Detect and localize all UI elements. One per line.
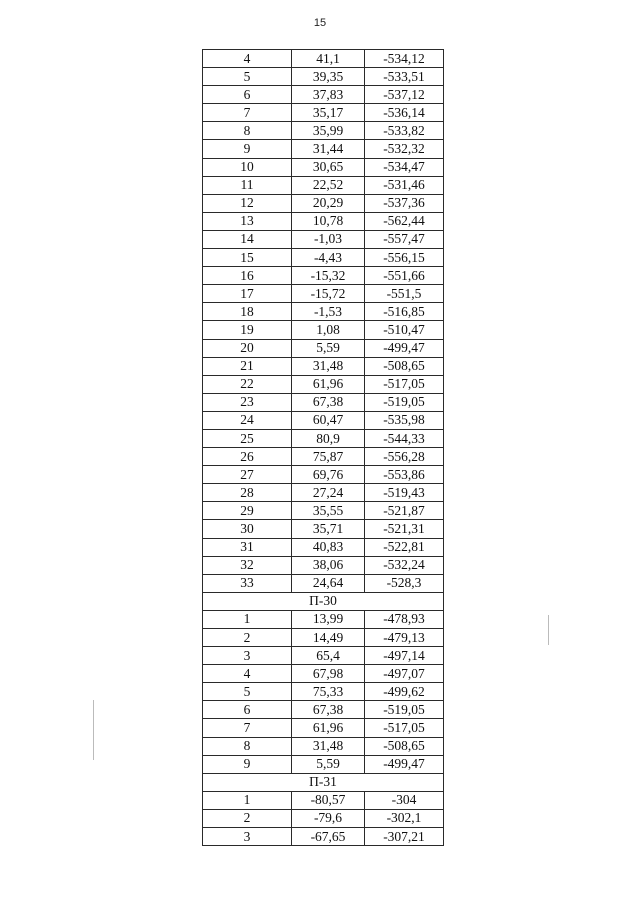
section-title: П-31 <box>203 773 444 791</box>
point-number-cell: 15 <box>203 249 292 267</box>
table-row <box>203 411 444 429</box>
table-row <box>203 502 444 520</box>
table-row <box>203 339 444 357</box>
point-number-cell: 4 <box>203 50 292 68</box>
y-coordinate-cell: -499,47 <box>365 755 444 773</box>
table-row <box>203 104 444 122</box>
x-coordinate-cell: 5,59 <box>292 755 365 773</box>
y-coordinate-cell: -533,51 <box>365 68 444 86</box>
y-coordinate-cell: -307,21 <box>365 828 444 846</box>
x-coordinate-cell: 80,9 <box>292 429 365 447</box>
y-coordinate-cell: -537,36 <box>365 194 444 212</box>
x-coordinate-cell: 20,29 <box>292 194 365 212</box>
point-number-cell: 31 <box>203 538 292 556</box>
y-coordinate-cell: -517,05 <box>365 375 444 393</box>
y-coordinate-cell: -521,31 <box>365 520 444 538</box>
x-coordinate-cell: 35,99 <box>292 122 365 140</box>
x-coordinate-cell: -15,32 <box>292 267 365 285</box>
x-coordinate-cell: 13,99 <box>292 610 365 628</box>
point-number-cell: 8 <box>203 122 292 140</box>
x-coordinate-cell: 61,96 <box>292 375 365 393</box>
section-title: П-30 <box>203 592 444 610</box>
x-coordinate-cell: 30,65 <box>292 158 365 176</box>
table-row <box>203 574 444 592</box>
x-coordinate-cell: 10,78 <box>292 212 365 230</box>
table-row <box>203 466 444 484</box>
table-row <box>203 701 444 719</box>
table-row <box>203 429 444 447</box>
section-header-row <box>203 592 444 610</box>
y-coordinate-cell: -557,47 <box>365 230 444 248</box>
y-coordinate-cell: -551,66 <box>365 267 444 285</box>
y-coordinate-cell: -497,07 <box>365 665 444 683</box>
table-row <box>203 629 444 647</box>
y-coordinate-cell: -519,05 <box>365 393 444 411</box>
point-number-cell: 27 <box>203 466 292 484</box>
table-row <box>203 610 444 628</box>
y-coordinate-cell: -499,62 <box>365 683 444 701</box>
y-coordinate-cell: -497,14 <box>365 647 444 665</box>
x-coordinate-cell: -15,72 <box>292 285 365 303</box>
y-coordinate-cell: -533,82 <box>365 122 444 140</box>
table-row <box>203 484 444 502</box>
x-coordinate-cell: 14,49 <box>292 629 365 647</box>
y-coordinate-cell: -302,1 <box>365 809 444 827</box>
table-row <box>203 737 444 755</box>
x-coordinate-cell: 31,48 <box>292 357 365 375</box>
y-coordinate-cell: -562,44 <box>365 212 444 230</box>
point-number-cell: 28 <box>203 484 292 502</box>
point-number-cell: 3 <box>203 647 292 665</box>
x-coordinate-cell: -1,53 <box>292 303 365 321</box>
table-row <box>203 230 444 248</box>
point-number-cell: 4 <box>203 665 292 683</box>
x-coordinate-cell: 35,55 <box>292 502 365 520</box>
point-number-cell: 29 <box>203 502 292 520</box>
coordinates-table-body <box>203 50 444 846</box>
point-number-cell: 19 <box>203 321 292 339</box>
point-number-cell: 1 <box>203 610 292 628</box>
y-coordinate-cell: -522,81 <box>365 538 444 556</box>
table-row <box>203 122 444 140</box>
x-coordinate-cell: 35,71 <box>292 520 365 538</box>
y-coordinate-cell: -556,28 <box>365 448 444 466</box>
table-row <box>203 791 444 809</box>
y-coordinate-cell: -537,12 <box>365 86 444 104</box>
point-number-cell: 17 <box>203 285 292 303</box>
point-number-cell: 14 <box>203 230 292 248</box>
y-coordinate-cell: -478,93 <box>365 610 444 628</box>
table-row <box>203 556 444 574</box>
y-coordinate-cell: -551,5 <box>365 285 444 303</box>
point-number-cell: 7 <box>203 104 292 122</box>
point-number-cell: 10 <box>203 158 292 176</box>
table-row <box>203 828 444 846</box>
x-coordinate-cell: 61,96 <box>292 719 365 737</box>
point-number-cell: 30 <box>203 520 292 538</box>
table-row <box>203 321 444 339</box>
y-coordinate-cell: -556,15 <box>365 249 444 267</box>
table-row <box>203 683 444 701</box>
x-coordinate-cell: 24,64 <box>292 574 365 592</box>
x-coordinate-cell: 65,4 <box>292 647 365 665</box>
x-coordinate-cell: 75,87 <box>292 448 365 466</box>
y-coordinate-cell: -532,32 <box>365 140 444 158</box>
table-row <box>203 755 444 773</box>
section-header-row <box>203 773 444 791</box>
y-coordinate-cell: -544,33 <box>365 429 444 447</box>
x-coordinate-cell: -67,65 <box>292 828 365 846</box>
coordinates-table <box>202 49 444 846</box>
y-coordinate-cell: -519,05 <box>365 701 444 719</box>
y-coordinate-cell: -516,85 <box>365 303 444 321</box>
y-coordinate-cell: -531,46 <box>365 176 444 194</box>
table-row <box>203 375 444 393</box>
point-number-cell: 33 <box>203 574 292 592</box>
x-coordinate-cell: 38,06 <box>292 556 365 574</box>
point-number-cell: 22 <box>203 375 292 393</box>
point-number-cell: 8 <box>203 737 292 755</box>
x-coordinate-cell: 69,76 <box>292 466 365 484</box>
page-number: 15 <box>313 17 327 29</box>
x-coordinate-cell: 67,38 <box>292 701 365 719</box>
point-number-cell: 20 <box>203 339 292 357</box>
x-coordinate-cell: 5,59 <box>292 339 365 357</box>
y-coordinate-cell: -534,47 <box>365 158 444 176</box>
x-coordinate-cell: -79,6 <box>292 809 365 827</box>
x-coordinate-cell: 67,38 <box>292 393 365 411</box>
point-number-cell: 25 <box>203 429 292 447</box>
point-number-cell: 12 <box>203 194 292 212</box>
table-row <box>203 393 444 411</box>
y-coordinate-cell: -479,13 <box>365 629 444 647</box>
y-coordinate-cell: -304 <box>365 791 444 809</box>
point-number-cell: 16 <box>203 267 292 285</box>
x-coordinate-cell: 40,83 <box>292 538 365 556</box>
table-row <box>203 357 444 375</box>
x-coordinate-cell: 41,1 <box>292 50 365 68</box>
y-coordinate-cell: -535,98 <box>365 411 444 429</box>
x-coordinate-cell: 35,17 <box>292 104 365 122</box>
point-number-cell: 5 <box>203 68 292 86</box>
x-coordinate-cell: 31,48 <box>292 737 365 755</box>
table-row <box>203 665 444 683</box>
table-row <box>203 194 444 212</box>
table-row <box>203 448 444 466</box>
point-number-cell: 5 <box>203 683 292 701</box>
x-coordinate-cell: -4,43 <box>292 249 365 267</box>
point-number-cell: 24 <box>203 411 292 429</box>
point-number-cell: 32 <box>203 556 292 574</box>
table-row <box>203 538 444 556</box>
y-coordinate-cell: -510,47 <box>365 321 444 339</box>
x-coordinate-cell: -80,57 <box>292 791 365 809</box>
table-row <box>203 719 444 737</box>
table-row <box>203 86 444 104</box>
point-number-cell: 7 <box>203 719 292 737</box>
point-number-cell: 26 <box>203 448 292 466</box>
point-number-cell: 23 <box>203 393 292 411</box>
point-number-cell: 13 <box>203 212 292 230</box>
table-row <box>203 303 444 321</box>
point-number-cell: 6 <box>203 86 292 104</box>
point-number-cell: 9 <box>203 755 292 773</box>
table-row <box>203 809 444 827</box>
x-coordinate-cell: 1,08 <box>292 321 365 339</box>
scan-edge-mark <box>93 700 94 760</box>
x-coordinate-cell: 75,33 <box>292 683 365 701</box>
x-coordinate-cell: 60,47 <box>292 411 365 429</box>
table-row <box>203 140 444 158</box>
point-number-cell: 2 <box>203 629 292 647</box>
table-row <box>203 249 444 267</box>
point-number-cell: 11 <box>203 176 292 194</box>
point-number-cell: 2 <box>203 809 292 827</box>
y-coordinate-cell: -517,05 <box>365 719 444 737</box>
y-coordinate-cell: -508,65 <box>365 357 444 375</box>
table-row <box>203 267 444 285</box>
x-coordinate-cell: 37,83 <box>292 86 365 104</box>
x-coordinate-cell: -1,03 <box>292 230 365 248</box>
y-coordinate-cell: -534,12 <box>365 50 444 68</box>
y-coordinate-cell: -519,43 <box>365 484 444 502</box>
table-row <box>203 285 444 303</box>
y-coordinate-cell: -532,24 <box>365 556 444 574</box>
point-number-cell: 1 <box>203 791 292 809</box>
x-coordinate-cell: 31,44 <box>292 140 365 158</box>
y-coordinate-cell: -521,87 <box>365 502 444 520</box>
point-number-cell: 9 <box>203 140 292 158</box>
table-row <box>203 68 444 86</box>
y-coordinate-cell: -536,14 <box>365 104 444 122</box>
table-row <box>203 158 444 176</box>
table-row <box>203 176 444 194</box>
point-number-cell: 21 <box>203 357 292 375</box>
table-row <box>203 520 444 538</box>
y-coordinate-cell: -499,47 <box>365 339 444 357</box>
point-number-cell: 18 <box>203 303 292 321</box>
point-number-cell: 6 <box>203 701 292 719</box>
x-coordinate-cell: 67,98 <box>292 665 365 683</box>
y-coordinate-cell: -528,3 <box>365 574 444 592</box>
x-coordinate-cell: 39,35 <box>292 68 365 86</box>
y-coordinate-cell: -508,65 <box>365 737 444 755</box>
table-row <box>203 647 444 665</box>
x-coordinate-cell: 22,52 <box>292 176 365 194</box>
x-coordinate-cell: 27,24 <box>292 484 365 502</box>
scan-edge-mark <box>548 615 549 645</box>
y-coordinate-cell: -553,86 <box>365 466 444 484</box>
table-row <box>203 50 444 68</box>
table-row <box>203 212 444 230</box>
point-number-cell: 3 <box>203 828 292 846</box>
